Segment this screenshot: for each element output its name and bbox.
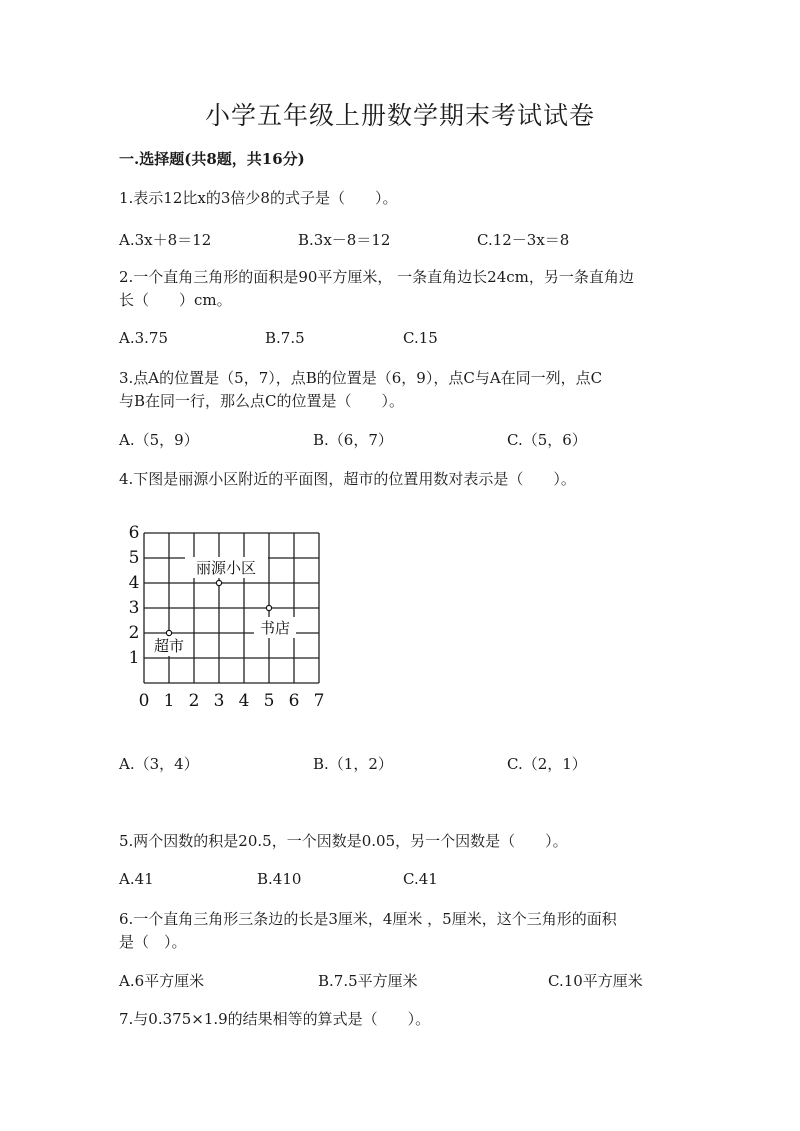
y-tick: 5 [128, 548, 140, 568]
question-4-option-c[interactable]: C.（2，1） [507, 755, 587, 773]
grid-lines [144, 533, 319, 683]
community-label: 丽源小区 [195, 559, 257, 577]
question-6-option-a[interactable]: A.6平方厘米 [119, 972, 205, 990]
question-7-stem: 7.与0.375×1.9的结果相等的算式是（ ）。 [119, 1010, 431, 1028]
x-tick: 7 [313, 691, 325, 711]
page-title: 小学五年级上册数学期末考试试卷 [204, 101, 595, 130]
question-1-option-b[interactable]: B.3x－8＝12 [298, 231, 391, 249]
y-tick: 1 [128, 648, 140, 668]
question-2-stem-line-1: 2.一个直角三角形的面积是90平方厘米， 一条直角边长24cm，另一条直角边 [119, 268, 634, 286]
question-6-stem-line-2: 是（ ）。 [119, 933, 187, 951]
question-4-stem: 4.下图是丽源小区附近的平面图，超市的位置用数对表示是（ ）。 [119, 470, 576, 488]
question-2-option-b[interactable]: B.7.5 [265, 329, 305, 347]
question-2-option-c[interactable]: C.15 [403, 329, 438, 347]
question-2-stem-line-2: 长（ ）cm。 [119, 291, 232, 309]
question-3-stem-line-1: 3.点A的位置是（5，7），点B的位置是（6，9），点C与A在同一列，点C [119, 369, 603, 387]
question-1-option-c[interactable]: C.12－3x＝8 [477, 231, 570, 249]
question-4-option-a[interactable]: A.（3，4） [119, 755, 199, 773]
question-6-stem-line-1: 6.一个直角三角形三条边的长是3厘米，4厘米 ，5厘米，这个三角形的面积 [119, 910, 617, 928]
question-3-option-a[interactable]: A.（5，9） [119, 431, 199, 449]
question-3-stem-line-2: 与B在同一行，那么点C的位置是（ ）。 [119, 392, 405, 410]
supermarket-point [166, 630, 171, 635]
question-4-option-b[interactable]: B.（1，2） [313, 755, 393, 773]
bookstore-label: 书店 [259, 619, 291, 637]
question-6-option-c[interactable]: C.10平方厘米 [548, 972, 643, 990]
x-tick: 4 [238, 691, 250, 711]
x-tick: 3 [213, 691, 225, 711]
question-5-stem: 5.两个因数的积是20.5，一个因数是0.05，另一个因数是（ ）。 [119, 832, 568, 850]
y-tick: 6 [128, 523, 140, 543]
supermarket-label: 超市 [153, 637, 185, 655]
question-5-option-b[interactable]: B.410 [257, 870, 302, 888]
x-tick: 1 [163, 691, 175, 711]
question-2-option-a[interactable]: A.3.75 [119, 329, 168, 347]
y-tick: 3 [128, 598, 140, 618]
bookstore-point [266, 605, 271, 610]
question-1-option-a[interactable]: A.3x＋8＝12 [119, 231, 212, 249]
question-6-option-b[interactable]: B.7.5平方厘米 [318, 972, 418, 990]
y-tick: 2 [128, 623, 140, 643]
question-5-option-a[interactable]: A.41 [119, 870, 154, 888]
question-5-option-c[interactable]: C.41 [403, 870, 438, 888]
x-tick: 0 [138, 691, 150, 711]
community-point [216, 580, 221, 585]
question-3-option-b[interactable]: B.（6，7） [313, 431, 393, 449]
y-tick: 4 [128, 573, 140, 593]
section-heading: 一.选择题(共8题，共16分) [119, 150, 305, 168]
x-tick: 2 [188, 691, 200, 711]
question-3-option-c[interactable]: C.（5，6） [507, 431, 587, 449]
question-1-stem: 1.表示12比x的3倍少8的式子是（ ）。 [119, 189, 398, 207]
map-grid-figure [128, 522, 338, 712]
x-tick: 5 [263, 691, 275, 711]
x-tick: 6 [288, 691, 300, 711]
